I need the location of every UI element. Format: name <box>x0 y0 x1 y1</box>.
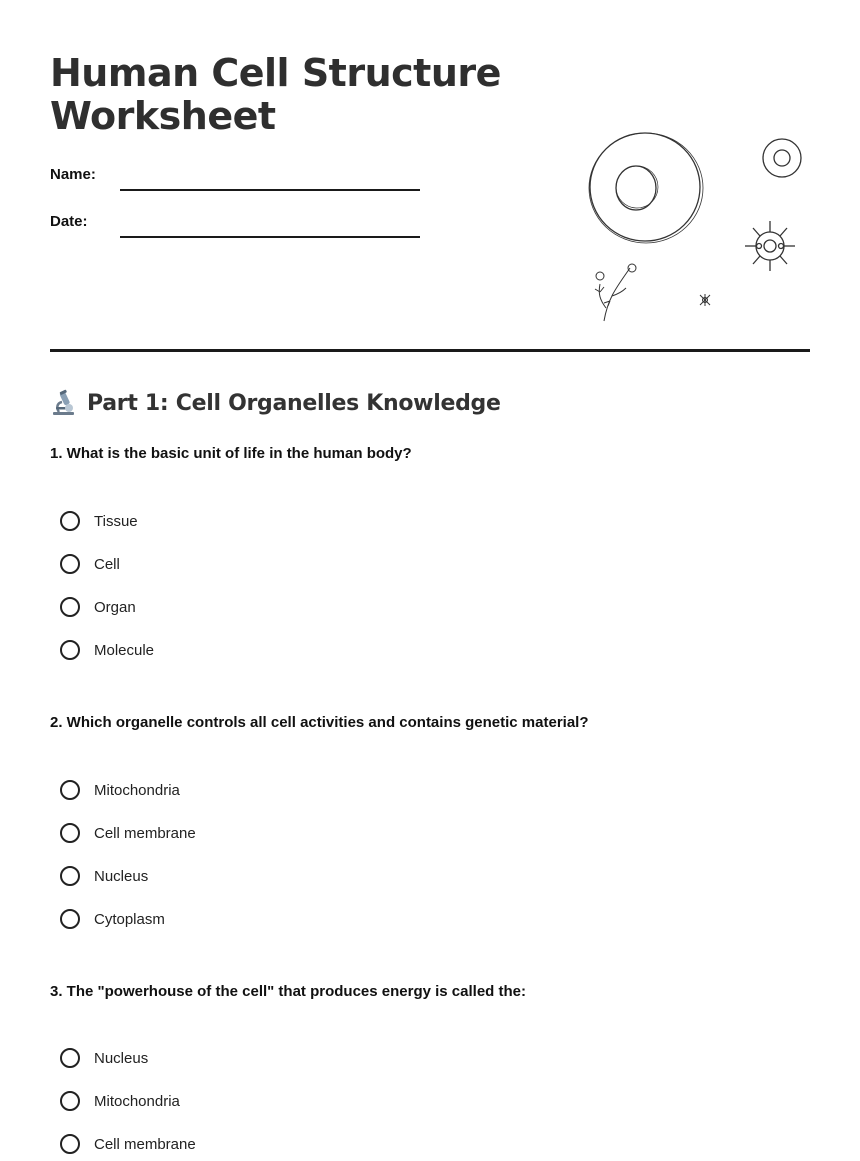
large-cell-shape <box>590 133 700 241</box>
radio-button[interactable] <box>60 640 80 660</box>
name-input-line[interactable] <box>120 189 420 191</box>
radio-button[interactable] <box>60 780 80 800</box>
option-label: Tissue <box>94 512 138 530</box>
radio-button[interactable] <box>60 866 80 886</box>
q2-option-mitochondria[interactable] <box>60 780 180 800</box>
spiky-cell <box>745 221 795 271</box>
header-divider <box>50 349 810 352</box>
option-label: Cell <box>94 555 120 573</box>
radio-button[interactable] <box>60 1134 80 1154</box>
name-field <box>50 166 420 184</box>
q2-option-cytoplasm[interactable] <box>60 909 165 929</box>
name-label: Name: <box>50 166 96 183</box>
date-label: Date: <box>50 213 88 230</box>
q1-option-cell[interactable] <box>60 554 120 574</box>
q1-option-organ[interactable] <box>60 597 136 617</box>
option-label: Mitochondria <box>94 781 180 799</box>
q2-option-nucleus[interactable] <box>60 866 148 886</box>
q3-option-nucleus[interactable] <box>60 1048 148 1068</box>
radio-button[interactable] <box>60 1091 80 1111</box>
section-title-text: Part 1: Cell Organelles Knowledge <box>87 390 501 416</box>
date-field <box>50 213 420 231</box>
option-label: Nucleus <box>94 867 149 885</box>
option-label: Cytoplasm <box>94 910 165 928</box>
question-1: 1. What is the basic unit of life in the human body? <box>50 445 412 462</box>
option-label: Nucleus <box>94 1049 149 1067</box>
radio-button[interactable] <box>60 823 80 843</box>
q3-option-mitochondria[interactable] <box>60 1091 180 1111</box>
date-input-line[interactable] <box>120 236 420 238</box>
page-title: Human Cell Structure Worksheet <box>50 51 501 138</box>
question-3: 3. The "powerhouse of the cell" that produces energy is called the: <box>50 983 526 1000</box>
radio-button[interactable] <box>60 554 80 574</box>
microscope-icon <box>50 389 78 417</box>
flower-sprig-left <box>595 264 636 321</box>
q2-option-cell-membrane[interactable] <box>60 823 196 843</box>
radio-button[interactable] <box>60 1048 80 1068</box>
radio-button[interactable] <box>60 511 80 531</box>
option-label: Organ <box>94 598 136 616</box>
flower-small-center <box>700 294 710 306</box>
q1-option-molecule[interactable] <box>60 640 154 660</box>
section-heading <box>50 389 501 417</box>
q3-option-cell-membrane[interactable] <box>60 1134 196 1154</box>
option-label: Cell membrane <box>94 1135 196 1153</box>
cell-doodle-illustration <box>540 118 810 328</box>
radio-button[interactable] <box>60 597 80 617</box>
option-label: Cell membrane <box>94 824 196 842</box>
q1-option-tissue[interactable] <box>60 511 138 531</box>
option-label: Molecule <box>94 641 155 659</box>
question-2: 2. Which organelle controls all cell activities and contains genetic material? <box>50 714 589 731</box>
small-ring-cell <box>763 139 801 177</box>
radio-button[interactable] <box>60 909 80 929</box>
option-label: Mitochondria <box>94 1092 180 1110</box>
